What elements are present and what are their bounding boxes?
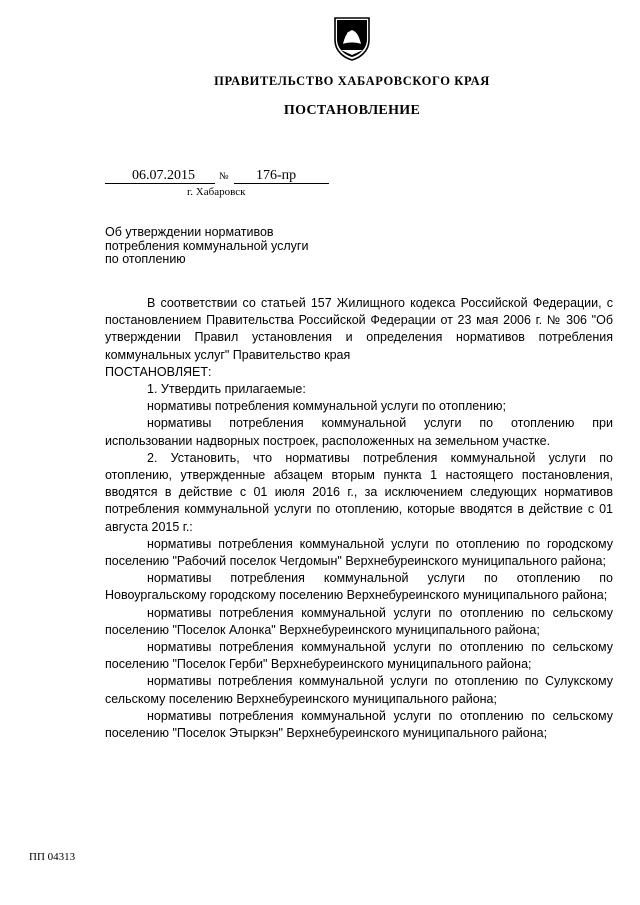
- coat-of-arms-icon: [331, 14, 373, 62]
- clause-1-item-a: нормативы потребления коммунальной услуги по отоплению;: [147, 399, 506, 414]
- clause-2-item-a: нормативы потребления коммунальной услуги по отоплению по городскому поселению "Рабочий поселок Чегдомын" Верхнебуреинского муниципального района;: [105, 536, 613, 569]
- document-body: [105, 295, 613, 742]
- document-number: 176-пр: [234, 167, 329, 184]
- document-type: ПОСТАНОВЛЕНИЕ: [283, 103, 421, 118]
- number-sign: №: [219, 171, 229, 182]
- clause-2-item-d: нормативы потребления коммунальной услуги по отоплению по сельскому поселению "Поселок Герби" Верхнебуреинского муниципального района;: [105, 640, 613, 672]
- clause-2-item-c: нормативы потребления коммунальной услуги по отоплению по сельскому поселению "Поселок Алонка" Верхнебуреинского муниципального района;: [105, 605, 613, 637]
- document-date: 06.07.2015: [105, 167, 215, 184]
- clause-2: 2. Установить, что нормативы потребления коммунальной услуги по отоплению, утвержденные абзацем вторым пункта 1 настоящего постановления, вводятся в действие с 01 июля 2016 г., за исключением следующих нормативов потребления коммунальной услуги по отоплению, которые вводятся в действие с 01 августа 2015 г.:: [105, 450, 613, 534]
- clause-2-item-e: нормативы потребления коммунальной услуги по отоплению по Сулукскому сельскому поселению Верхнебуреинского муниципального района;: [105, 674, 613, 706]
- clause-1-item-b: нормативы потребления коммунальной услуги по отоплению при использовании надворных построек, расположенных на земельном участке.: [105, 416, 613, 448]
- city: г. Хабаровск: [187, 186, 246, 198]
- government-name: ПРАВИТЕЛЬСТВО ХАБАРОВСКОГО КРАЯ: [214, 74, 490, 88]
- document-code: ПП 04313: [29, 851, 76, 863]
- decree-heading: ПОСТАНОВЛЯЕТ:: [105, 364, 212, 379]
- document-subject: Об утверждении нормативов потребления коммунальной услуги по отоплению: [105, 225, 309, 266]
- clause-2-item-b: нормативы потребления коммунальной услуги по отоплению по Новоургальскому городскому поселению Верхнебуреинского муниципального района;: [105, 571, 613, 603]
- preamble-paragraph: В соответствии со статьей 157 Жилищного кодекса Российской Федерации, с постановлением Правительства Российской Федерации от 23 мая 2006 г. № 306 "Об утверждении Правил установления и определения нормативов потребления коммунальных услуг" Правительство края: [105, 296, 613, 362]
- clause-2-item-f: нормативы потребления коммунальной услуги по отоплению по сельскому поселению "Поселок Этыркэн" Верхнебуреинского муниципального района;: [105, 708, 613, 741]
- clause-1: 1. Утвердить прилагаемые:: [147, 382, 306, 397]
